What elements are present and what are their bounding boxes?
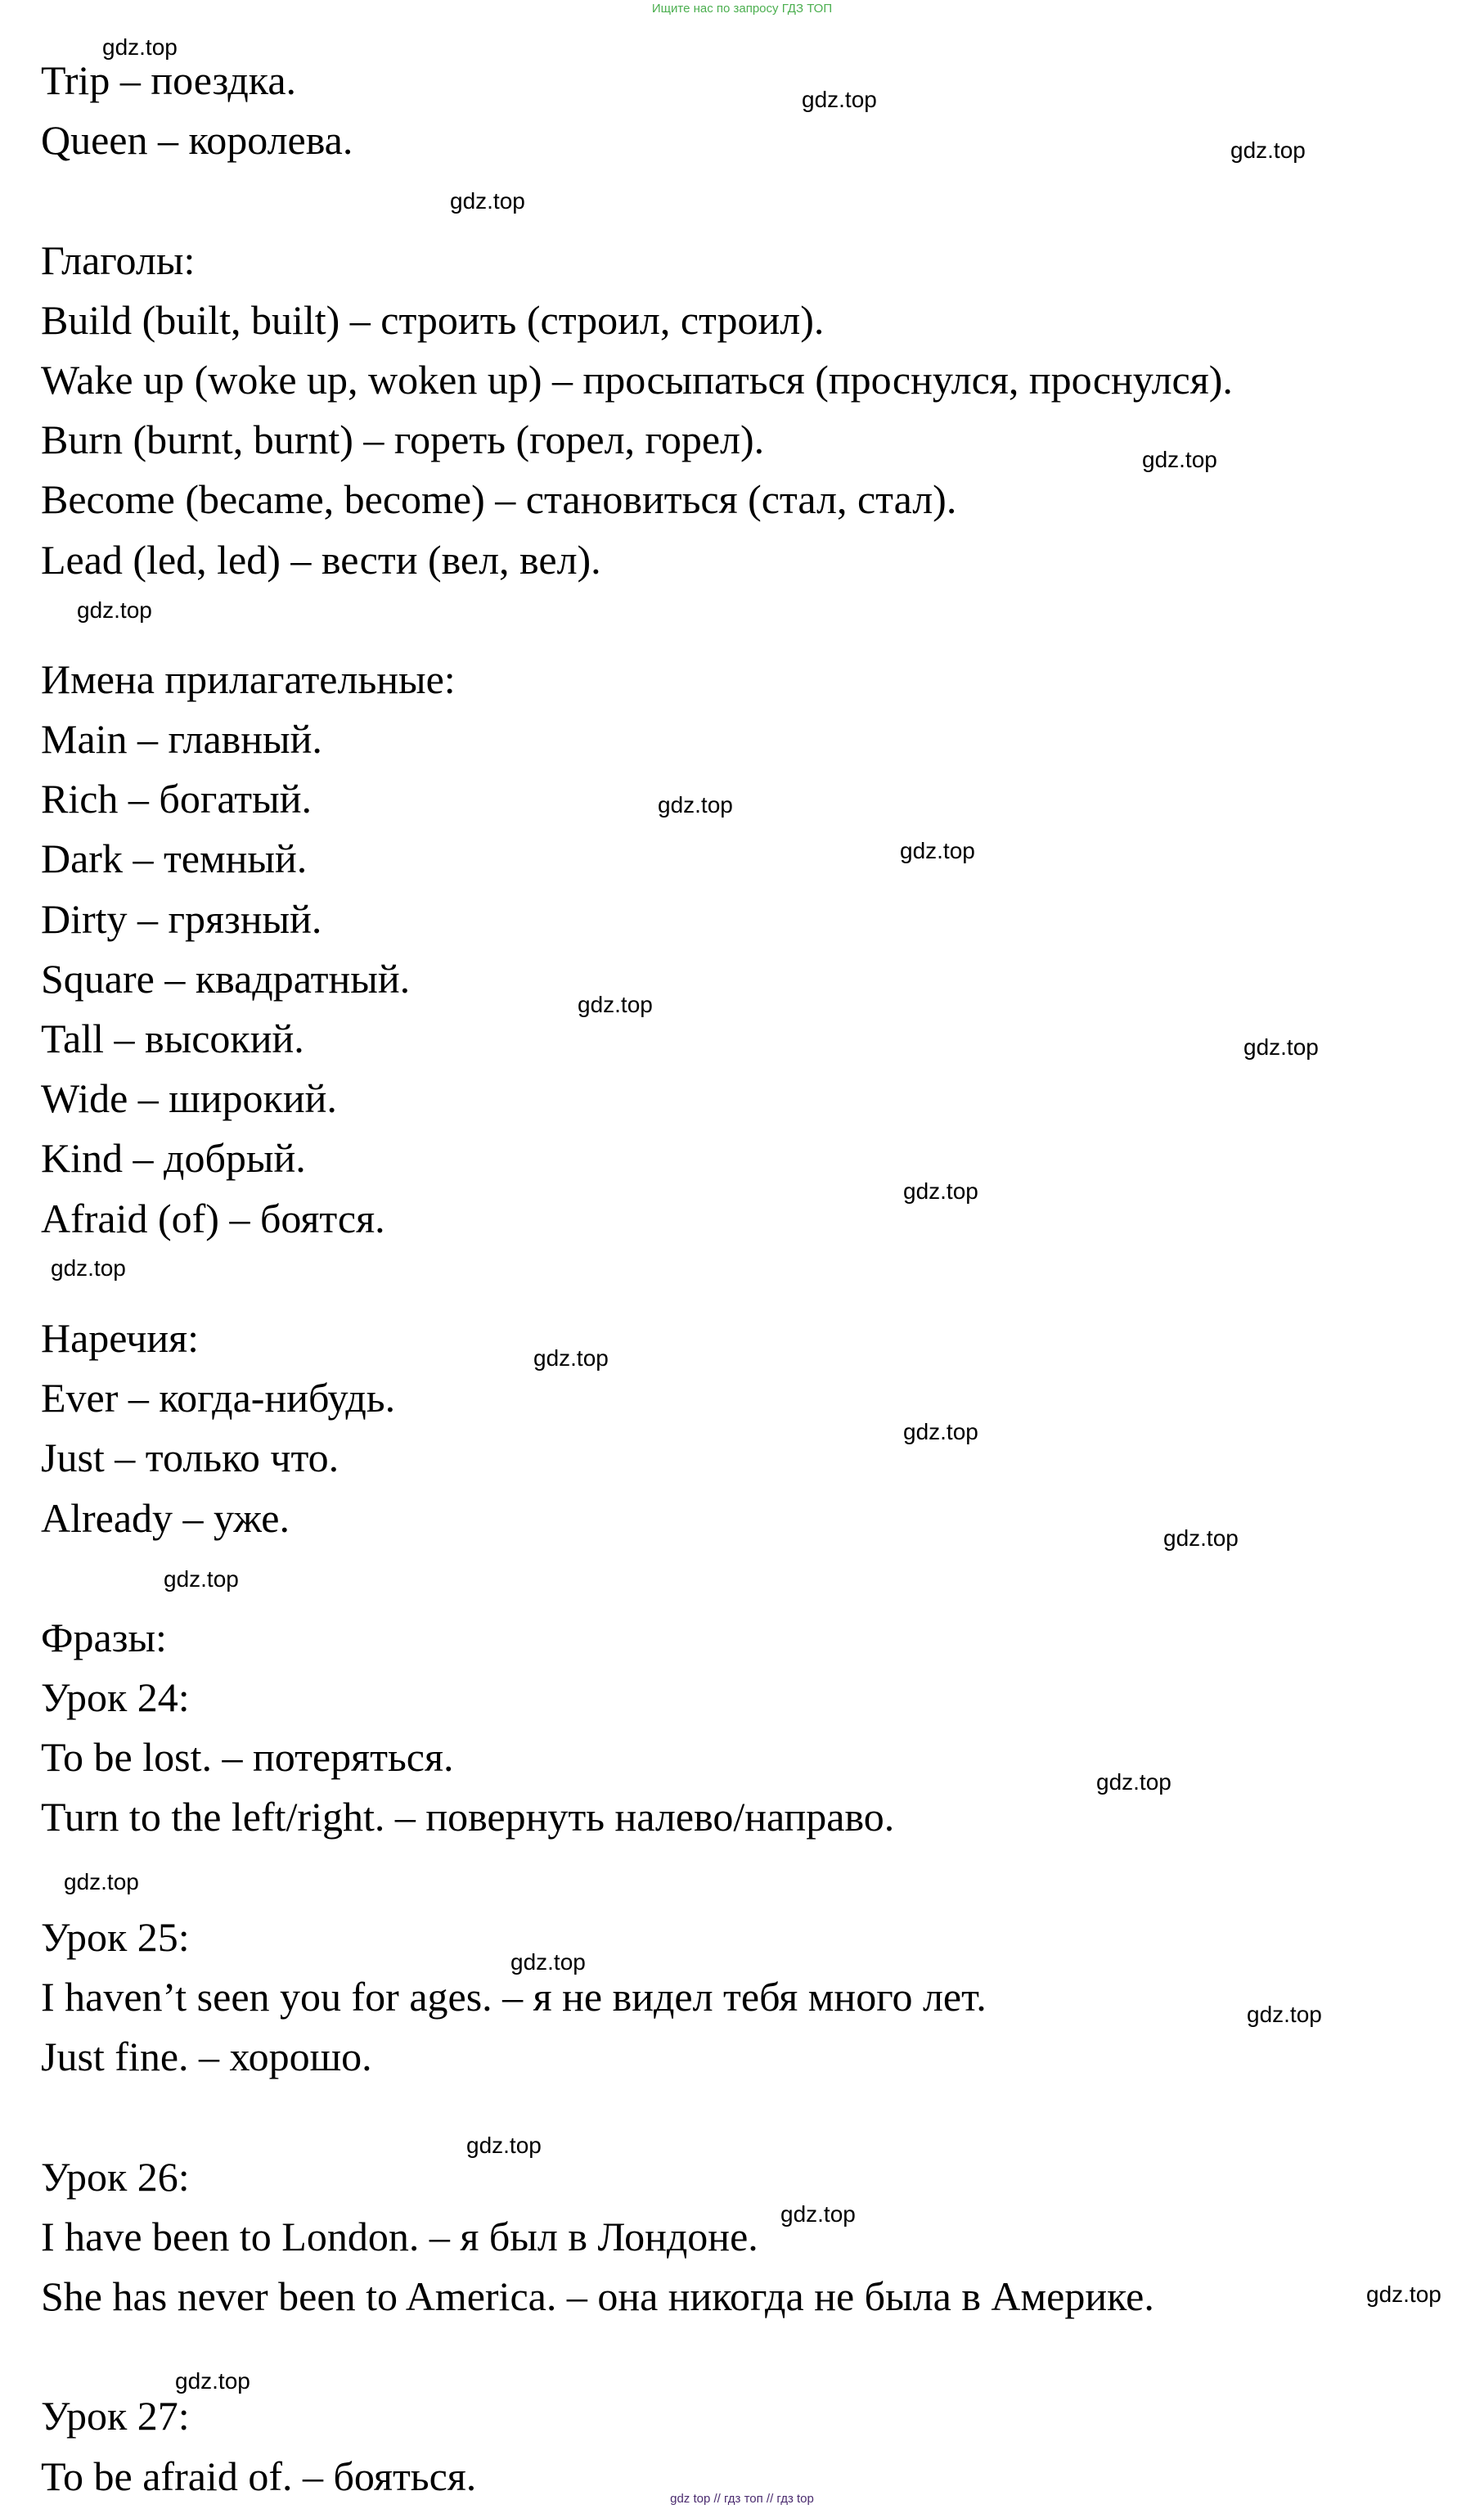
watermark: gdz.top	[578, 992, 653, 1017]
text-line: Queen – королева.	[41, 117, 353, 164]
text-line: Wake up (woke up, woken up) – просыпаться (проснулся, проснулся).	[41, 356, 1233, 403]
section-heading-adverbs: Наречия:	[41, 1314, 200, 1361]
blank-line	[41, 590, 1464, 650]
blank-line	[41, 2327, 1464, 2386]
blank-line	[41, 170, 1464, 230]
watermark: gdz.top	[780, 2201, 856, 2227]
watermark: gdz.top	[64, 1869, 139, 1894]
watermark: gdz.top	[175, 2368, 250, 2394]
text-line: Dirty – грязный.	[41, 895, 322, 942]
text-line: Afraid (of) – боятся.	[41, 1195, 385, 1241]
text-line: She has never been to America. – она никогда не была в Америке.	[41, 2273, 1154, 2319]
watermark: gdz.top	[658, 792, 733, 818]
text-line: Square – квадратный.	[41, 955, 411, 1002]
blank-line	[41, 1249, 1464, 1309]
lesson-heading: Урок 24:	[41, 1674, 190, 1721]
text-line: Lead (led, led) – вести (вел, вел).	[41, 536, 601, 583]
watermark: gdz.top	[802, 87, 877, 112]
watermark: gdz.top	[1366, 2282, 1441, 2307]
blank-line	[41, 2087, 1464, 2146]
watermark: gdz.top	[903, 1178, 978, 1204]
watermark: gdz.top	[77, 597, 152, 623]
watermark: gdz.top	[51, 1255, 126, 1281]
section-heading-phrases: Фразы:	[41, 1614, 167, 1660]
watermark: gdz.top	[903, 1419, 978, 1444]
watermark: gdz.top	[102, 34, 178, 60]
text-line: Tall – высокий.	[41, 1016, 304, 1061]
text-line: Already – уже.	[41, 1494, 290, 1541]
text-line: Ever – когда-нибудь.	[41, 1375, 396, 1421]
document-body	[41, 51, 1464, 2507]
watermark: gdz.top	[164, 1566, 239, 1592]
top-banner: Ищите нас по запросу ГДЗ ТОП	[651, 2, 833, 16]
watermark: gdz.top	[900, 838, 975, 863]
text-line: Just – только что.	[41, 1435, 340, 1481]
text-line: Burn (burnt, burnt) – гореть (горел, горел).	[41, 417, 765, 463]
text-line: Just fine. – хорошо.	[41, 2034, 372, 2080]
text-line: Build (built, built) – строить (строил, строил).	[41, 296, 825, 343]
text-line: I have been to London. – я был в Лондоне.	[41, 2213, 758, 2259]
text-line: I haven’t seen you for ages. – я не видел тебя много лет.	[41, 1974, 987, 2020]
blank-line	[41, 1548, 1464, 1608]
watermark: gdz.top	[1163, 1525, 1239, 1551]
text-line: To be lost. – потеряться.	[41, 1734, 454, 1781]
text-line: Kind – добрый.	[41, 1135, 306, 1182]
text-line: Trip – поездка.	[41, 57, 297, 103]
text-line: Rich – богатый.	[41, 776, 312, 822]
watermark: gdz.top	[1247, 2002, 1322, 2027]
text-line: Turn to the left/right. – повернуть налево/направо.	[41, 1794, 895, 1840]
footer: gdz top // гдз топ // гдз top	[670, 2492, 814, 2506]
lesson-heading: Урок 27:	[41, 2393, 190, 2439]
watermark: gdz.top	[533, 1345, 609, 1371]
lesson-heading: Урок 25:	[41, 1913, 190, 1960]
blank-line	[41, 1848, 1464, 1908]
watermark: gdz.top	[1230, 137, 1306, 163]
lesson-heading: Урок 26:	[41, 2153, 190, 2200]
watermark: gdz.top	[466, 2133, 542, 2158]
watermark: gdz.top	[1142, 447, 1217, 472]
watermark: gdz.top	[1096, 1769, 1171, 1795]
watermark: gdz.top	[1243, 1034, 1319, 1060]
text-line: Become (became, become) – становиться (стал, стал).	[41, 476, 957, 523]
text-line: Dark – темный.	[41, 836, 308, 882]
text-line: Wide – широкий.	[41, 1075, 337, 1122]
watermark: gdz.top	[510, 1949, 586, 1975]
text-line: Main – главный.	[41, 716, 322, 763]
section-heading-verbs: Глаголы:	[41, 236, 196, 283]
text-line: To be afraid of. – бояться.	[41, 2453, 477, 2499]
section-heading-adjectives: Имена прилагательные:	[41, 655, 456, 702]
watermark: gdz.top	[450, 188, 525, 214]
